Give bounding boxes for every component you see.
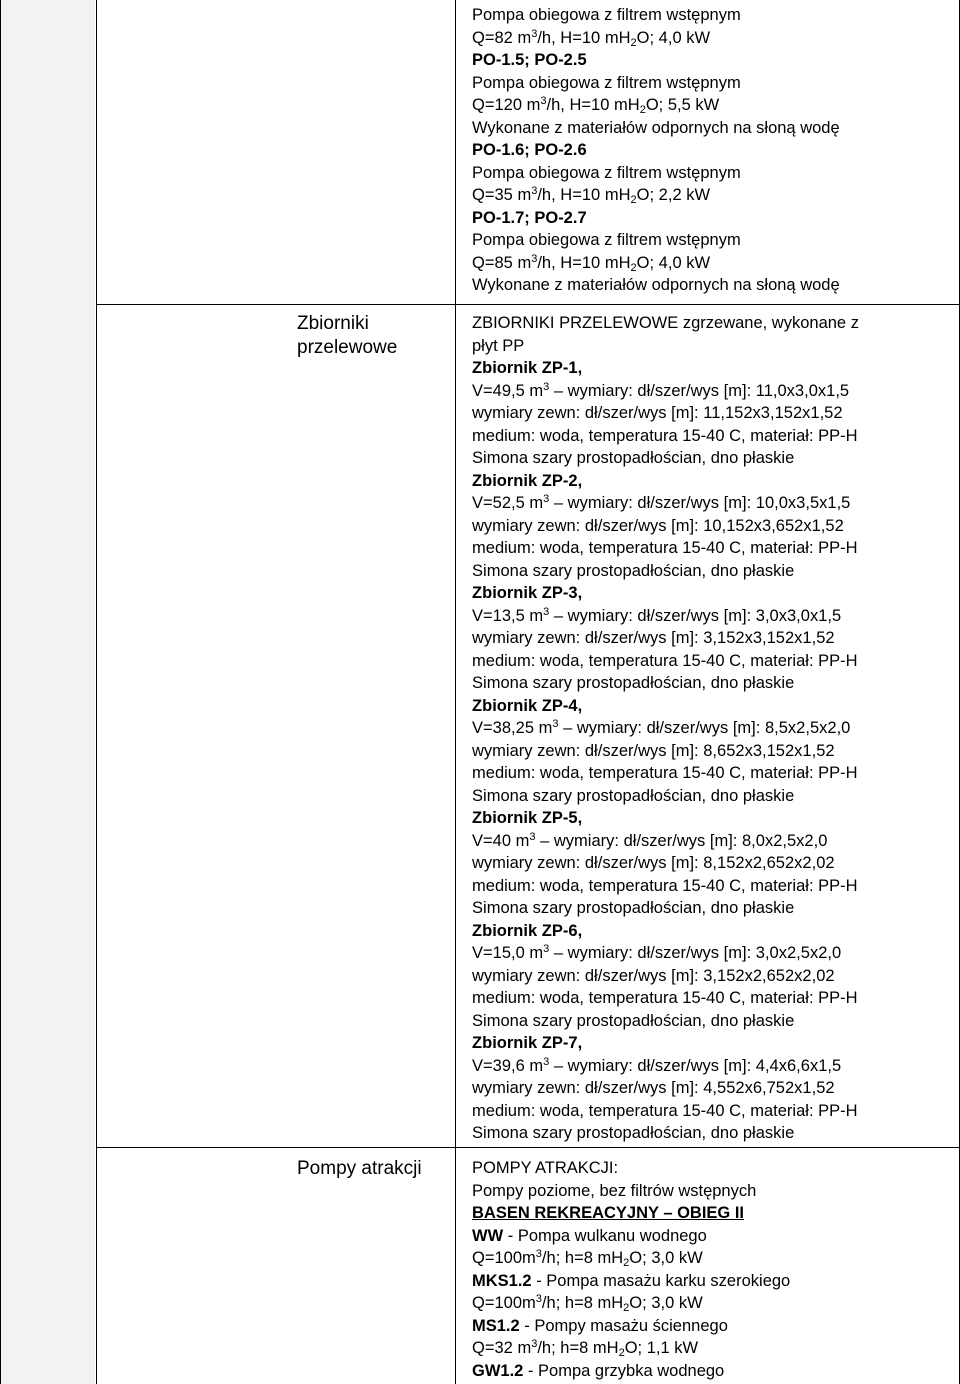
attraction-pump-list bbox=[472, 1225, 952, 1383]
text-line: Q=85 $m^3/h$, H=10 $mH_2O$; 4,0 kW bbox=[472, 252, 711, 274]
tank-entry bbox=[472, 582, 952, 695]
tank-outer-dimensions: wymiary zewn: dł/szer/wys [m]: 11,152x3,152x1,52 bbox=[472, 404, 843, 422]
text-line: Pompa obiegowa z filtrem wstępnym bbox=[472, 6, 741, 24]
tank-shape: Simona szary prostopadłościan, dno płaskie bbox=[472, 1124, 795, 1142]
tank-volume: V=13,5 $m^3$ – wymiary: dł/szer/wys [m]: 3,0x3,0x1,5 bbox=[472, 605, 842, 625]
section-pumps-circulation bbox=[472, 4, 952, 297]
row-label-pompy-atrakcji: Pompy atrakcji bbox=[297, 1158, 422, 1179]
table-column-divider-1 bbox=[96, 0, 97, 1384]
pump-spec: $Q=100m^3/h$; h=8 $mH_2O$; 3,0 kW bbox=[472, 1293, 703, 1314]
tank-entry bbox=[472, 1032, 952, 1145]
pump-item bbox=[472, 1315, 952, 1338]
intro-line: ZBIORNIKI PRZELEWOWE zgrzewane, wykonane z bbox=[472, 314, 859, 332]
pump-description: - Pompa grzybka wodnego bbox=[523, 1361, 725, 1380]
tank-shape: Simona szary prostopadłościan, dno płaskie bbox=[472, 674, 795, 692]
tank-outer-dimensions: wymiary zewn: dł/szer/wys [m]: 3,152x2,652x2,02 bbox=[472, 966, 835, 985]
pump-spec: Q=32 $m^3/h$; h=8 $mH_2O$; 1,1 kW bbox=[472, 1338, 699, 1359]
tank-shape: Simona szary prostopadłościan, dno płaskie bbox=[472, 899, 795, 917]
tank-shape: Simona szary prostopadłościan, dno płaskie bbox=[472, 1011, 795, 1030]
pump-code: MS1.2 bbox=[472, 1316, 520, 1335]
tank-list bbox=[472, 357, 952, 1145]
pump-item bbox=[472, 1360, 952, 1383]
left-empty-column bbox=[0, 0, 95, 1384]
tank-name: Zbiornik ZP-1, bbox=[472, 359, 583, 377]
tank-name: Zbiornik ZP-6, bbox=[472, 921, 583, 940]
tank-name: Zbiornik ZP-3, bbox=[472, 584, 583, 602]
tank-name: Zbiornik ZP-5, bbox=[472, 809, 583, 827]
basin-title: BASEN REKREACYJNY – OBIEG II bbox=[472, 1204, 745, 1222]
text-line: Q=120 $m^3/h$, H=10 $mH_2O$; 5,5 kW bbox=[472, 95, 720, 116]
row-label-line: przelewowe bbox=[297, 337, 398, 358]
pump-description: - Pompy masażu ściennego bbox=[519, 1316, 728, 1335]
intro-line: płyt PP bbox=[472, 336, 525, 355]
tank-medium: medium: woda, temperatura 15-40 C, materiał: PP-H bbox=[472, 764, 858, 782]
section-subheader: Pompy poziome, bez filtrów wstępnych bbox=[472, 1181, 757, 1200]
pump-code: MKS1.2 bbox=[472, 1271, 532, 1290]
pump-item bbox=[472, 1225, 952, 1248]
text-line: Pompa obiegowa z filtrem wstępnym bbox=[472, 73, 741, 92]
tank-name: Zbiornik ZP-7, bbox=[472, 1034, 583, 1052]
tank-entry bbox=[472, 357, 952, 470]
tank-medium: medium: woda, temperatura 15-40 C, materiał: PP-H bbox=[472, 426, 858, 445]
tank-outer-dimensions: wymiary zewn: dł/szer/wys [m]: 10,152x3,652x1,52 bbox=[472, 516, 844, 535]
pump-code: GW1.2 bbox=[472, 1361, 524, 1380]
text-line: PO-1.5; PO-2.5 bbox=[472, 51, 587, 69]
tank-medium: medium: woda, temperatura 15-40 C, materiał: PP-H bbox=[472, 989, 858, 1007]
tank-entry bbox=[472, 695, 952, 808]
tank-medium: medium: woda, temperatura 15-40 C, materiał: PP-H bbox=[472, 651, 858, 670]
tank-volume: V=40 $m^3$ – wymiary: dł/szer/wys [m]: 8,0x2,5x2,0 bbox=[472, 830, 828, 850]
tank-shape: Simona szary prostopadłościan, dno płaskie bbox=[472, 449, 795, 467]
tank-entry bbox=[472, 920, 952, 1033]
tank-volume: V=52,5 $m^3$ – wymiary: dł/szer/wys [m]: 10,0x3,5x1,5 bbox=[472, 493, 851, 512]
pump-code: WW bbox=[472, 1226, 504, 1245]
table-column-divider-2 bbox=[455, 0, 456, 1384]
text-line: PO-1.6; PO-2.6 bbox=[472, 141, 587, 159]
text-line: Pompa obiegowa z filtrem wstępnym bbox=[472, 231, 741, 249]
section-attraction-pumps bbox=[472, 1157, 952, 1382]
pump-description: - Pompa wulkanu wodnego bbox=[503, 1226, 707, 1245]
table-border-left bbox=[0, 0, 1, 1384]
row-label-zbiorniki bbox=[297, 312, 447, 360]
tank-entry bbox=[472, 470, 952, 583]
tank-shape: Simona szary prostopadłościan, dno płaskie bbox=[472, 786, 795, 805]
tank-outer-dimensions: wymiary zewn: dł/szer/wys [m]: 4,552x6,752x1,52 bbox=[472, 1079, 835, 1097]
text-line: Q=82 $m^3/h$, H=10 $mH_2O$; 4,0 kW bbox=[472, 27, 711, 49]
row-label-line: Zbiorniki bbox=[297, 313, 369, 334]
text-line: Wykonane z materiałów odpornych na słoną wodę bbox=[472, 276, 840, 294]
section-overflow-tanks bbox=[472, 312, 952, 1145]
tank-medium: medium: woda, temperatura 15-40 C, materiał: PP-H bbox=[472, 876, 858, 895]
tank-medium: medium: woda, temperatura 15-40 C, materiał: PP-H bbox=[472, 1101, 858, 1120]
tank-name: Zbiornik ZP-2, bbox=[472, 471, 583, 490]
pump-item bbox=[472, 1270, 952, 1293]
tank-outer-dimensions: wymiary zewn: dł/szer/wys [m]: 3,152x3,152x1,52 bbox=[472, 629, 835, 647]
tank-volume: V=39,6 $m^3$ – wymiary: dł/szer/wys [m]: 4,4x6,6x1,5 bbox=[472, 1055, 842, 1075]
tank-name: Zbiornik ZP-4, bbox=[472, 696, 583, 715]
row-divider-1 bbox=[96, 304, 959, 305]
tank-volume: V=38,25 $m^3$ – wymiary: dł/szer/wys [m]: 8,5x2,5x2,0 bbox=[472, 718, 851, 737]
tank-outer-dimensions: wymiary zewn: dł/szer/wys [m]: 8,652x3,152x1,52 bbox=[472, 741, 835, 760]
pump-description: - Pompa masażu karku szerokiego bbox=[531, 1271, 791, 1290]
tank-entry bbox=[472, 807, 952, 920]
text-line: Wykonane z materiałów odpornych na słoną wodę bbox=[472, 118, 840, 137]
pump-spec: $Q=100m^3/h$; h=8 $mH_2O$; 3,0 kW bbox=[472, 1248, 703, 1269]
tank-shape: Simona szary prostopadłościan, dno płaskie bbox=[472, 561, 795, 580]
row-divider-2 bbox=[96, 1147, 959, 1148]
tank-outer-dimensions: wymiary zewn: dł/szer/wys [m]: 8,152x2,652x2,02 bbox=[472, 854, 835, 872]
text-line: PO-1.7; PO-2.7 bbox=[472, 208, 587, 227]
text-line: Pompa obiegowa z filtrem wstępnym bbox=[472, 163, 741, 182]
tank-volume: V=15,0 $m^3$ – wymiary: dł/szer/wys [m]: 3,0x2,5x2,0 bbox=[472, 943, 842, 962]
text-line: Q=35 $m^3/h$, H=10 $mH_2O$; 2,2 kW bbox=[472, 185, 711, 206]
tank-medium: medium: woda, temperatura 15-40 C, materiał: PP-H bbox=[472, 539, 858, 557]
section-header: POMPY ATRAKCJI: bbox=[472, 1159, 619, 1177]
tank-volume: V=49,5 $m^3$ – wymiary: dł/szer/wys [m]: 11,0x3,0x1,5 bbox=[472, 380, 850, 400]
